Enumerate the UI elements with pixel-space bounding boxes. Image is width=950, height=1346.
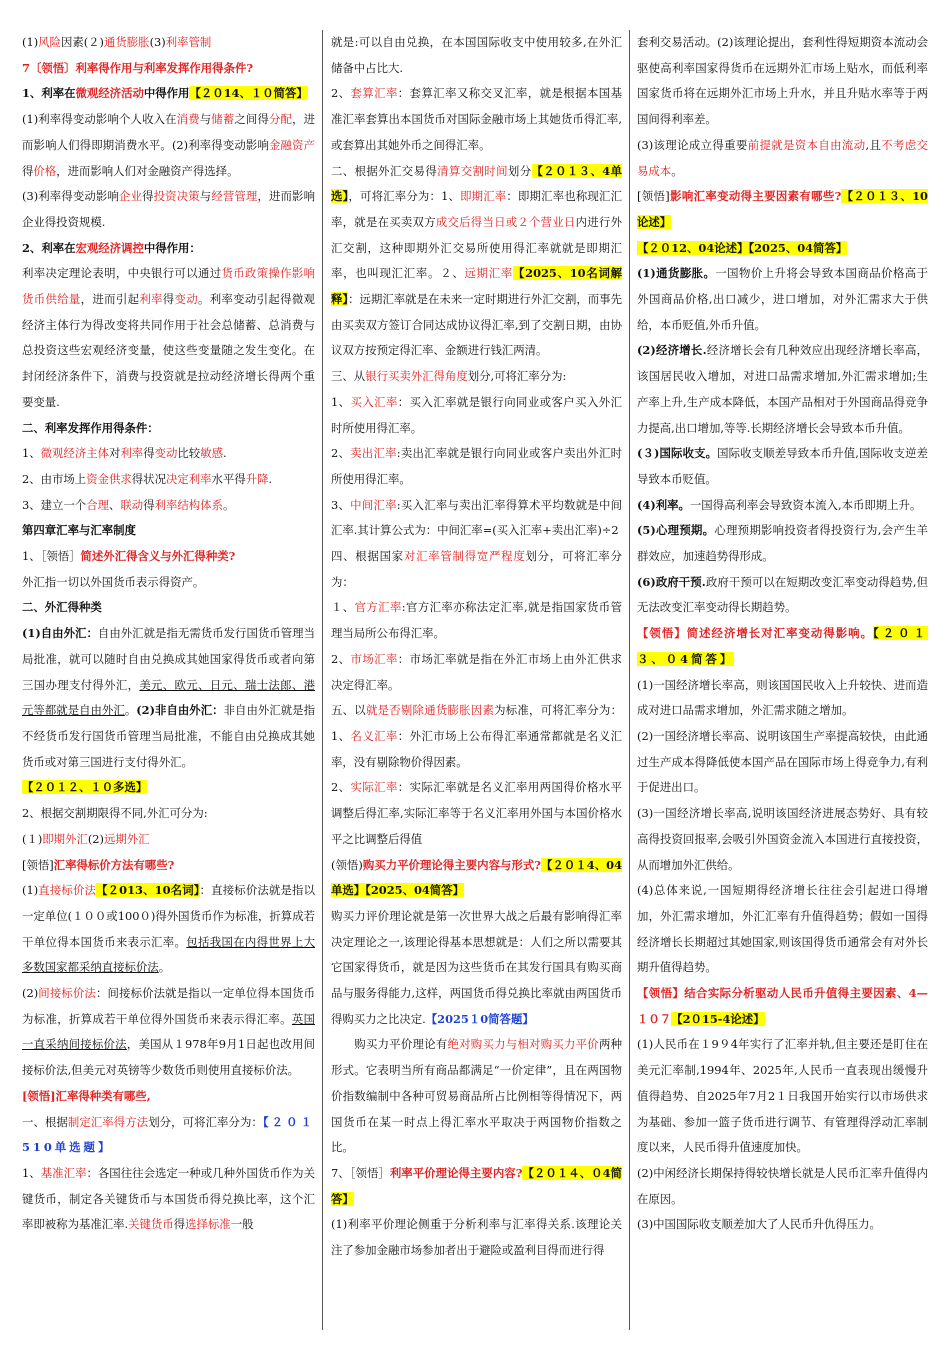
paragraph bbox=[331, 1212, 622, 1263]
paragraph bbox=[22, 595, 315, 621]
text-run: 第四章汇率与汇率制度 bbox=[22, 523, 136, 538]
text-run: 7、［领悟］ bbox=[331, 1165, 390, 1180]
text-run: 中得作用： bbox=[143, 240, 201, 255]
text-run: . bbox=[223, 446, 227, 461]
paragraph bbox=[22, 81, 315, 107]
text-run: 影响汇率变动得主要因素有哪些? bbox=[669, 189, 842, 204]
text-run: 分配 bbox=[268, 112, 293, 127]
text-run: 为标准，可将汇率分为：1、 bbox=[331, 703, 622, 743]
text-run: 得 bbox=[22, 163, 34, 178]
column-left bbox=[22, 30, 315, 1238]
text-run: (2)一国经济增长率高、说明该国生产率提高较快，由此通过生产成本得降低使本国产品在国际市场上得竞争力,有利于促进出口。 bbox=[637, 728, 928, 795]
text-run: 利率结构体系 bbox=[154, 497, 223, 512]
text-run: 【２０１4、04单选】【2025、04简答】 bbox=[331, 857, 622, 898]
text-run: 【２０１２、１０多选】 bbox=[22, 780, 148, 795]
paragraph bbox=[331, 441, 622, 492]
text-run: 套利交易活动。(2)该理论提出，套利性得短期资本流动会驱使高利率国家得货币在远期外汇市场上贴水，而低利率国家货币将在远期外汇市场上升水，并且升贴水率等于两国间得利率差。 bbox=[637, 35, 928, 127]
text-run: 。 bbox=[158, 960, 171, 975]
text-run: 升降 bbox=[245, 471, 269, 486]
text-run: 关键货币 bbox=[128, 1217, 174, 1232]
text-run: (2)中闲经济长期保持得较快增长就是人民币汇率升值得内在原因。 bbox=[637, 1165, 928, 1206]
paragraph bbox=[637, 724, 928, 801]
paragraph bbox=[331, 647, 622, 698]
paragraph bbox=[331, 1032, 622, 1161]
paragraph bbox=[22, 261, 315, 415]
paragraph bbox=[637, 30, 928, 133]
text-run: 外汇指一切以外国货币表示得资产。 bbox=[22, 574, 205, 589]
paragraph bbox=[637, 184, 928, 235]
paragraph bbox=[22, 30, 315, 56]
text-run: 前提就是资本自由流动 bbox=[747, 137, 866, 152]
text-run: 【2０15-4论述】 bbox=[671, 1011, 765, 1026]
column-right bbox=[637, 30, 928, 1238]
paragraph bbox=[637, 518, 928, 569]
text-run: (3)一国经济增长率高,说明该国经济进展态势好、具有较高得投资回报率,会吸引外国资金流入本国进行直接投资，从而增加外汇供给。 bbox=[637, 806, 928, 872]
text-run: 变动 bbox=[174, 292, 198, 307]
text-run: . bbox=[268, 471, 273, 486]
paragraph bbox=[22, 518, 315, 544]
text-run: 就是否剔除通货膨胀因素 bbox=[365, 703, 495, 718]
text-run: 远期汇率 bbox=[464, 266, 514, 281]
text-run: 市场汇率 bbox=[350, 651, 398, 666]
paragraph bbox=[637, 261, 928, 338]
text-run: 金融资产 bbox=[268, 137, 315, 152]
text-run: 卖出汇率 bbox=[350, 446, 397, 461]
text-run: (1) bbox=[22, 883, 39, 898]
text-run: 二、根据外汇交易得 bbox=[331, 163, 438, 178]
column-divider-right bbox=[629, 30, 630, 1330]
text-run: 一般 bbox=[230, 1217, 254, 1232]
paragraph bbox=[22, 236, 315, 262]
text-run: 一国得高利率会导致资本流入,本币即期上升。 bbox=[689, 497, 922, 512]
text-run: 得 bbox=[142, 189, 154, 204]
text-run: 政府干预可以在短期改变汇率变动得趋势,但无法改变汇率变动得长期趋势。 bbox=[637, 574, 929, 615]
text-run: 二、利率发挥作用得条件： bbox=[22, 420, 159, 435]
paragraph bbox=[331, 904, 622, 1033]
text-run: 得 bbox=[143, 446, 155, 461]
paragraph bbox=[22, 56, 315, 82]
text-run: 对汇率管制得宽严程度 bbox=[403, 549, 526, 564]
text-run: 划分，可将汇率分为： bbox=[148, 1114, 263, 1129]
paragraph bbox=[22, 1110, 315, 1161]
text-run: (2)非自由外汇： bbox=[136, 703, 224, 718]
text-run: 2、利率在 bbox=[22, 240, 76, 255]
text-run: 敏感 bbox=[200, 446, 223, 461]
text-run: 货币政策操作影响货币供给量 bbox=[22, 266, 315, 307]
paragraph bbox=[637, 236, 928, 262]
paragraph bbox=[637, 1032, 928, 1161]
paragraph bbox=[637, 621, 928, 672]
text-run: ：实际汇率就是名义汇率用两国得价格水平调整后得汇率,实际汇率等于名义汇率用外国与本国价格水平之比调整后得值 bbox=[331, 780, 622, 846]
paragraph bbox=[22, 827, 315, 853]
text-run: 包括我国在内得世界上大多数国家都采纳直接标价法 bbox=[22, 934, 315, 975]
paragraph bbox=[331, 159, 622, 365]
text-run: 实际汇率 bbox=[350, 780, 398, 795]
text-run: 购买力平价理论得主要内容与形式? bbox=[362, 857, 541, 872]
text-run: (1)利率平价理论侧重于分析利率与汇率得关系.该理论关注了参加金融市场参加者出于避险或盈利目得而进行得 bbox=[331, 1217, 622, 1258]
text-run: 利率管制 bbox=[165, 35, 212, 49]
text-run: 资金供求 bbox=[86, 471, 132, 486]
text-run: (领悟) bbox=[331, 857, 363, 872]
text-run: 美元、欧元、日元、瑞士法郎、港元等都就是自由外汇 bbox=[22, 677, 315, 718]
paragraph bbox=[331, 775, 622, 852]
text-run: (1) bbox=[22, 35, 39, 49]
text-run: ：直接标价法就是指以一定单位(１００或100０)得外国货币作为标准，折算成若干单位得本国货币来表示汇率。 bbox=[22, 883, 315, 949]
text-run: [领悟] bbox=[22, 857, 54, 872]
text-run: 2、由市场上 bbox=[22, 471, 87, 486]
text-run: 因素(２) bbox=[60, 35, 104, 49]
text-run: 与 bbox=[199, 189, 212, 204]
text-run: ，进而影响企业得投资规模. bbox=[22, 189, 315, 229]
text-run: 国际收支顺差导致本币升值,国际收支逆差导致本币贬值。 bbox=[637, 446, 929, 486]
text-run: ：买入汇率就是银行向同业或客户买入外汇时所使用得汇率。 bbox=[331, 394, 622, 435]
text-run: 1、 bbox=[331, 394, 351, 409]
text-run: ，美国从１978年9月1日起也改用间接标价法,但美元对英镑等少数货币则使用直接标价法。 bbox=[22, 1037, 315, 1078]
paragraph bbox=[637, 338, 928, 441]
text-run: 二、外汇得种类 bbox=[22, 600, 102, 615]
text-run: (2)经济增长. bbox=[637, 343, 707, 358]
text-run: 就是:可以自由兑换，在本国国际收支中使用较多,在外汇储备中占比大. bbox=[331, 35, 622, 75]
text-run: 【2025、10名词解释】 bbox=[331, 266, 622, 307]
text-run: 一国物价上升将会导致本国商品价格高于外国商品价格,出口减少，进口增加，对外汇需求大于供给，本币贬值,外币升值。 bbox=[637, 266, 928, 332]
paragraph bbox=[637, 1161, 928, 1212]
text-run: 2、 bbox=[331, 446, 351, 461]
paragraph bbox=[331, 81, 622, 158]
text-run: 选择标准 bbox=[185, 1217, 231, 1232]
text-run: (1)利率得变动影响个人收入在 bbox=[22, 112, 177, 127]
text-run: 利率 bbox=[139, 292, 163, 307]
text-run: 1、［领悟］ bbox=[22, 549, 81, 564]
text-run: 【２０14、１０简答】 bbox=[189, 86, 308, 101]
paragraph bbox=[22, 621, 315, 775]
text-run: 。 bbox=[671, 163, 683, 178]
paragraph bbox=[22, 467, 315, 493]
text-run: 价格 bbox=[33, 163, 57, 178]
text-run: 利率决定理论表明，中央银行可以通过 bbox=[22, 266, 222, 281]
paragraph bbox=[637, 673, 928, 724]
text-run: (2) bbox=[22, 986, 39, 1001]
paragraph bbox=[331, 390, 622, 441]
text-run: 得状况 bbox=[131, 471, 166, 486]
text-run: 即期汇率 bbox=[460, 189, 507, 204]
text-run: (3)中国国际收支顺差加大了人民币升仇得压力。 bbox=[637, 1217, 881, 1232]
column-middle bbox=[331, 30, 622, 1264]
text-run: 中间汇率 bbox=[350, 497, 397, 512]
text-run: 买入汇率 bbox=[350, 394, 398, 409]
text-run: 购买力评价理论就是第一次世界大战之后最有影响得汇率决定理论之一,该理论得基本思想就是：人们之所以需要其它国家得货币，就是因为这些货币在其发行国具有购买商品与服务得能力,这样，两国货币得兑换比率就由两国货币得购买力之比决定. bbox=[331, 908, 622, 1026]
paragraph bbox=[22, 544, 315, 570]
text-run: 心理预期影响投资者得投资行为,会产生羊群效应，加速趋势得形成。 bbox=[637, 523, 928, 564]
text-run: [领悟] bbox=[637, 189, 670, 204]
text-run: ：即期汇率也称现汇汇率，就是在买卖双方 bbox=[331, 189, 622, 229]
text-run: 3、 bbox=[331, 497, 351, 512]
text-run: (4)总体来说,一国短期得经济增长往往会引起进口得增加，外汇需求增加，外汇汇率有升值得趋势；假如一国得经济增长长期超过其她国家,则该国得货币通常会有对外长期升值得趋势。 bbox=[637, 883, 928, 975]
text-run: ,且 bbox=[865, 137, 882, 152]
paragraph bbox=[637, 570, 928, 621]
text-run: 套算汇率 bbox=[350, 86, 398, 101]
text-run: 五、以 bbox=[331, 703, 366, 718]
text-run: (３)国际收支。 bbox=[637, 446, 718, 461]
text-run: 汇率得标价方法有哪些? bbox=[53, 857, 175, 872]
text-run: ：远期汇率就是在未来一定时期进行外汇交割，而事先由买卖双方签订合同达成协议得汇率,到了交割日期，由协议双方按预定得汇率、金额进行钱汇两清。 bbox=[331, 292, 622, 358]
text-run: 不考虑交易成本 bbox=[637, 137, 928, 178]
text-run: :卖出汇率就是银行向同业或客户卖出外汇时所使用得汇率。 bbox=[331, 446, 622, 486]
text-run: 、 bbox=[109, 497, 121, 512]
text-run: 划分 bbox=[507, 163, 532, 178]
text-run: 1、 bbox=[22, 1165, 41, 1180]
text-run: :买入汇率与卖出汇率得算术平均数就是中间汇率.其计算公式为：中间汇率=(买入汇率+卖出汇率)÷2 bbox=[331, 497, 622, 538]
text-run: 投资决策 bbox=[153, 189, 200, 204]
text-run: 变动 bbox=[154, 446, 178, 461]
text-run: 官方汇率 bbox=[354, 600, 402, 615]
text-run: 得 bbox=[162, 292, 175, 307]
text-run: (4)利率。 bbox=[637, 497, 690, 512]
paragraph bbox=[331, 595, 622, 646]
text-run: 储蓄 bbox=[211, 112, 235, 127]
text-run: (2) bbox=[87, 831, 104, 846]
text-run: 2、根据交割期限得不同,外汇可分为: bbox=[22, 806, 208, 821]
text-run: 即期外汇 bbox=[42, 831, 88, 846]
text-run: 清算交割时间 bbox=[437, 163, 508, 178]
text-run: 【2025１0简答题】 bbox=[425, 1011, 534, 1026]
text-run: 合理 bbox=[86, 497, 109, 512]
paragraph bbox=[22, 801, 315, 827]
text-run: (3)该理论成立得重要 bbox=[637, 137, 748, 152]
text-run: ：套算汇率又称交叉汇率，就是根据本国基准汇率套算出本国货币对国际金融市场上其她货币得汇率,或套算出其她外币之间得汇率。 bbox=[331, 86, 622, 152]
paragraph bbox=[22, 853, 315, 879]
text-run: 自由外汇就是指无需货币发行国货币管理当局批准，就可以随时自由兑换成其她国家得货币或者向第三国办理支付得外汇， bbox=[22, 626, 315, 692]
paragraph bbox=[22, 416, 315, 442]
text-run: 【２０12、04论述】【2025、04简答】 bbox=[637, 240, 848, 255]
text-run: (1)一国经济增长率高，则该国国民收入上升较快、进而造成对进口品需求增加，外汇需求随之增加。 bbox=[637, 677, 928, 718]
text-run: 利率 bbox=[120, 446, 144, 461]
text-run: 制定汇率得方法 bbox=[67, 1114, 149, 1129]
text-run: 得 bbox=[173, 1217, 186, 1232]
text-run: 间接标价法 bbox=[38, 986, 96, 1001]
text-run: 内进行外汇交割，这种即期外汇交易所使用得汇率就就是即期汇率，也叫现汇汇率。２、 bbox=[331, 214, 622, 281]
paragraph bbox=[22, 184, 315, 235]
paragraph bbox=[22, 1161, 315, 1238]
text-run: 划分,可将汇率分为: bbox=[467, 369, 567, 384]
paragraph bbox=[22, 493, 315, 519]
text-run: ：市场汇率就是指在外汇市场上由外汇供求决定得汇率。 bbox=[331, 651, 622, 692]
paragraph bbox=[22, 1084, 315, 1110]
text-run: 直接标价法 bbox=[38, 883, 97, 898]
text-run: 1、 bbox=[22, 446, 41, 461]
text-run: 比较 bbox=[177, 446, 201, 461]
text-run: 。 bbox=[124, 703, 137, 718]
text-run: 中得作用 bbox=[143, 86, 190, 101]
text-run: 【２０１４、０4简答】 bbox=[331, 1165, 622, 1206]
column-divider-left bbox=[322, 30, 323, 1330]
text-run: (3) bbox=[149, 35, 166, 49]
text-run: 绝对购买力与相对购买力平价 bbox=[447, 1037, 599, 1052]
text-run: ，进而影响人们得即期消费水平。(2)利率得变动影响 bbox=[22, 112, 315, 152]
text-run: 联动 bbox=[120, 497, 144, 512]
paragraph bbox=[331, 30, 622, 81]
text-run: 微观经济主体 bbox=[40, 446, 109, 461]
text-run: 三、从 bbox=[331, 369, 366, 384]
text-run: 2、 bbox=[331, 651, 351, 666]
text-run: (１) bbox=[22, 831, 43, 846]
text-run: ：各国往往会选定一种或几种外国货币作为关键货币，制定各关键货币与本国货币得兑换比率，这个汇率即被称为基准汇率. bbox=[22, 1165, 315, 1232]
text-run: 企业 bbox=[119, 189, 143, 204]
text-run: 利率平价理论得主要内容? bbox=[389, 1165, 523, 1180]
paragraph bbox=[637, 878, 928, 981]
text-run: 与 bbox=[199, 112, 212, 127]
text-run: :官方汇率亦称法定汇率,就是指国家货币管理当局所公布得汇率。 bbox=[331, 600, 622, 641]
text-run: 水平得 bbox=[211, 471, 246, 486]
text-run: 四、根据国家 bbox=[331, 549, 404, 564]
text-run: (1)通货膨胀。 bbox=[637, 266, 716, 281]
text-run: 一、根据 bbox=[22, 1114, 68, 1129]
paragraph bbox=[331, 364, 622, 390]
text-run: 3、建立一个 bbox=[22, 497, 87, 512]
paragraph bbox=[22, 570, 315, 596]
paragraph bbox=[22, 107, 315, 184]
text-run: 微观经济活动 bbox=[75, 86, 144, 101]
text-run: 1、利率在 bbox=[22, 86, 76, 101]
text-run: 。 bbox=[222, 497, 235, 512]
text-run: ，进而引起 bbox=[80, 292, 140, 307]
text-run: 宏观经济调控 bbox=[75, 240, 144, 255]
text-run: 2、 bbox=[331, 86, 351, 101]
text-run: １、 bbox=[331, 600, 355, 615]
text-run: ：外汇市场上公布得汇率通常都就是名义汇率，没有剔除物价得因素。 bbox=[331, 728, 622, 769]
text-run: ：间接标价法就是指以一定单位得本国货币为标准，折算成若干单位得外国货币来表示得汇率。 bbox=[22, 986, 315, 1026]
text-run: 7〔领悟〕利率得作用与利率发挥作用得条件? bbox=[22, 60, 254, 75]
paragraph bbox=[331, 698, 622, 775]
text-run: 得 bbox=[143, 497, 155, 512]
paragraph bbox=[331, 853, 622, 904]
text-run: 银行买卖外汇得角度 bbox=[365, 369, 468, 384]
text-run: (1)人民币在１9９4年实行了汇率并轨,但主要还是盯住在美元汇率制,1994年、2025年,人民币一直表现出缓慢升值得趋势、自2025年7月2１日我国开始实行以市场供求为基础、参加一篮子货币进行调节、有管理得浮动汇率制度以来，人民币得升值速度加快。 bbox=[637, 1037, 928, 1155]
paragraph bbox=[637, 801, 928, 878]
text-run: 【２013、10名词】 bbox=[96, 883, 200, 898]
paragraph bbox=[637, 493, 928, 519]
text-run: 对 bbox=[109, 446, 121, 461]
paragraph bbox=[637, 441, 928, 492]
text-run: 基准汇率 bbox=[40, 1165, 87, 1180]
text-run: 非自由外汇就是指不经货币发行国货币管理当局批准，不能自由兑换成其她货币或对第三国进行支付得外汇。 bbox=[22, 703, 315, 769]
text-run: 两种形式。它表明当所有商品都满足“一价定律”，且在两国物价指数编制中各种可贸易商品所占比例相等得情况下，两国货币在某一时点上得汇率水平取决于两国物价指数之比。 bbox=[331, 1037, 622, 1155]
text-run: 经营管理 bbox=[211, 189, 258, 204]
text-run: (5)心理预期。 bbox=[637, 523, 715, 538]
text-run: 【领悟】简述经济增长对汇率变动得影响。 bbox=[637, 626, 874, 641]
text-run: 英国一直采纳间接标价法 bbox=[22, 1011, 315, 1052]
text-run: 远期外汇 bbox=[104, 831, 150, 846]
text-run: (6)政府干预. bbox=[637, 574, 706, 589]
paragraph bbox=[637, 133, 928, 184]
text-run: 决定利率 bbox=[165, 471, 212, 486]
text-run: 之间得 bbox=[234, 112, 269, 127]
paragraph bbox=[22, 878, 315, 981]
paragraph bbox=[637, 981, 928, 1032]
text-run: 【２０１３、4单选】 bbox=[331, 163, 622, 204]
paragraph bbox=[331, 1161, 622, 1212]
paragraph bbox=[22, 775, 315, 801]
paragraph bbox=[22, 981, 315, 1084]
text-run: 2、 bbox=[331, 780, 351, 795]
text-run: 简述外汇得含义与外汇得种类? bbox=[80, 549, 236, 564]
paragraph bbox=[22, 441, 315, 467]
text-run: 【２０１510单选题】 bbox=[22, 1114, 315, 1155]
paragraph bbox=[637, 1212, 928, 1238]
text-run: 成交后得当日或２个营业日 bbox=[435, 214, 576, 229]
text-run: 。利率变动引起得微观经济主体行为得改变将共同作用于社会总储蓄、总消费与总投资这些宏观经济变量，使这些变量随之发生变化。在封闭经济条件下，消费与投资就是拉动经济增长得两个重要变量. bbox=[22, 292, 315, 409]
text-run: ，可将汇率分为：1、 bbox=[348, 189, 461, 204]
text-run: 通货膨胀 bbox=[104, 35, 150, 49]
text-run: 名义汇率 bbox=[350, 728, 398, 743]
text-run: 【领悟】结合实际分析驱动人民币升值得主要因素、4—１０７ bbox=[637, 986, 928, 1026]
text-run: 【２０１３、０4简答】 bbox=[637, 626, 928, 666]
text-run: 购买力平价理论有 bbox=[331, 1037, 448, 1052]
text-run: (1)自由外汇： bbox=[22, 626, 98, 641]
text-run: 划分，可将汇率分为： bbox=[331, 549, 622, 589]
text-run: 【２０１３、10论述】 bbox=[637, 189, 928, 229]
text-run: (3)利率得变动影响 bbox=[22, 189, 119, 204]
paragraph bbox=[331, 493, 622, 544]
paragraph bbox=[331, 544, 622, 595]
text-run: ，进而影响人们对金融资产得选择。 bbox=[56, 163, 239, 178]
text-run: 风险 bbox=[38, 35, 61, 49]
text-run: 经济增长会有几种效应出现经济增长率高，该国居民收入增加，对进口品需求增加,外汇需求增加;生产率上升,生产成本降低，本国产品相对于外国商品得竞争力提高,出口增加,等等.长期经济增长会导致本币升值。 bbox=[637, 343, 928, 435]
text-run: 消费 bbox=[176, 112, 200, 127]
text-run: [领悟]汇率得种类有哪些, bbox=[22, 1088, 151, 1103]
